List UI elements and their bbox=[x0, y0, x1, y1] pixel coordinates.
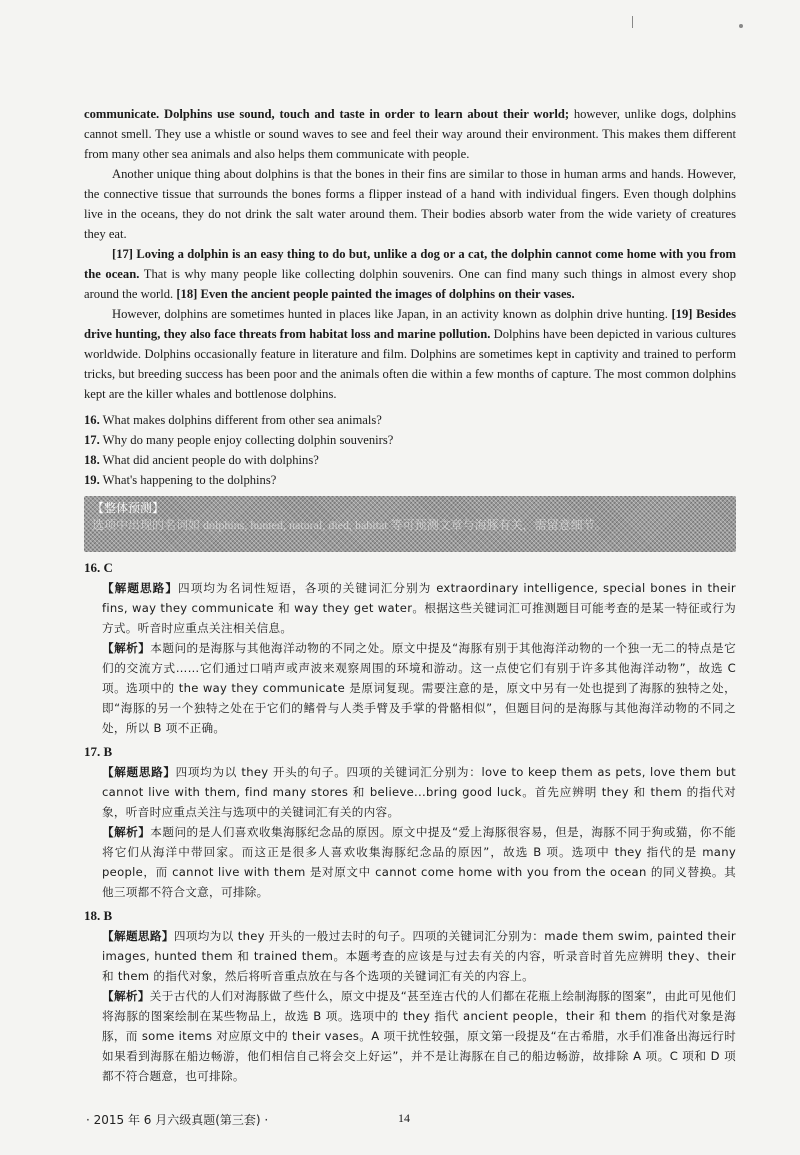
highlight-sentence: communicate. Dolphins use sound, touch and taste in order to learn about their world; bbox=[84, 107, 570, 121]
question-marker-17: [17] bbox=[112, 247, 133, 261]
paragraph-text: However, dolphins are sometimes hunted in places like Japan, in an activity known as dolphin drive hunting. bbox=[112, 307, 672, 321]
answer-body: 【解题思路】四项均为以 they 开头的一般过去时的句子。四项的关键词汇分别为：made them swim, painted their images, hunted them 和 trained them。本题考查的应该是与过去有关的内容，听录音时首先应辨明 they、their 和 them 的指代对象，然后将听音重点放在与各个选项的关键词汇有关的内容上。 【解析】关于古代的人们对海豚做了些什么，原文中提及“甚至连古代的人们都在花瓶上绘制海豚的图案”，由此可见他们将海豚的图案绘制在某些物品上，故选 B 项。选项中的 they 指代 ancient people，their 和 them 的指代对象是海豚，而 some items 对应原文中的 their vases。A 项干扰性较强，原文第一段提及“在古希腊，水手们准备出海远行时如果看到海豚在船边畅游，他们相信自己将会交上好运”，并不是让海豚在自己的船边畅游，故排除 A 项。C 项和 D 项都不符合题意，也可排除。 bbox=[102, 929, 736, 1083]
question-item: 17. Why do many people enjoy collecting dolphin souvenirs? bbox=[84, 433, 394, 447]
highlight-sentence-18: Even the ancient people painted the images of dolphins on their vases. bbox=[197, 287, 575, 301]
answer-number: 16. C bbox=[84, 560, 113, 575]
question-item: 18. What did ancient people do with dolphins? bbox=[84, 453, 319, 467]
question-item: 16. What makes dolphins different from other sea animals? bbox=[84, 413, 382, 427]
paragraph-text: Dolphins have been depicted in various cultures worldwide. Dolphins occasionally feature in literature and film. Dolphins are sometimes kept in captivity and trained to perform tricks, but breeding success has been poor and the animals often die within a few months of capture. The most common dolphins kept are the killer whales and bottlenose dolphins. bbox=[84, 327, 736, 401]
banner-label: 【整体预测】 bbox=[92, 501, 165, 515]
document-page bbox=[84, 104, 736, 1086]
answer-16 bbox=[84, 558, 736, 738]
answer-number: 18. B bbox=[84, 908, 113, 923]
answer-body: 【解题思路】四项均为以 they 开头的句子。四项的关键词汇分别为：love to keep them as pets, love them but cannot live with them, find many stores 和 believe...bring good luck。首先应辨明 they 和 them 的指代对象，听音时应重点关注与选项中的关键词汇有关的内容。 【解析】本题问的是人们喜欢收集海豚纪念品的原因。原文中提及“爱上海豚很容易，但是，海豚不同于狗或猫，你不能将它们从海洋中带回家。而这正是很多人喜欢收集海豚纪念品的原因”，故选 B 项。选项中 they 指代的是 many people，而 cannot live with them 是对原文中 cannot come home with you from the ocean 的同义替换。其他三项都不符合文意，可排除。 bbox=[102, 765, 737, 899]
paragraph-4 bbox=[84, 304, 736, 404]
answer-body: 【解题思路】四项均为名词性短语，各项的关键词汇分别为 extraordinary intelligence, special bones in their fins, way they communicate 和 way they get water。根据这些关键词汇可推测题目可能考查的是某一特征或行为方式。听音时应重点关注相关信息。 【解析】本题问的是海豚与其他海洋动物的不同之处。原文中提及“海豚有别于其他海洋动物的一个独一无二的特点是它们的交流方式……它们通过口哨声或声波来观察周围的环境和游动。这一点使它们有别于许多其他海洋动物”，故选 C 项。选项中的 the way they communicate 是原词复现。需要注意的是，原文中另有一处也提到了海豚的独特之处，即“海豚的另一个独特之处在于它们的鳍骨与人类手臂及手掌的骨骼相似”，但题目问的是海豚与其他海洋动物的不同之处，所以 B 项不正确。 bbox=[102, 581, 737, 735]
answer-number: 17. B bbox=[84, 744, 113, 759]
paragraph-text: however, unlike dogs, dolphins cannot smell. They use a whistle or sound waves to see and feel their way around their environment. This makes them different from many other sea animals and also helps them communicate with people. bbox=[84, 107, 736, 161]
paragraph-1 bbox=[84, 104, 736, 164]
answer-17 bbox=[84, 742, 736, 902]
banner-blurb: 选项中出现的名词如 dolphins, hunted, natural, died, habitat 等可预测文章与海豚有关，需留意细节。 bbox=[92, 518, 607, 532]
question-item: 19. What's happening to the dolphins? bbox=[84, 473, 277, 487]
highlight-sentence-17: Loving a dolphin is an easy thing to do but, unlike a dog or a cat, the dolphin cannot come home with you from the ocean. bbox=[84, 247, 736, 281]
question-list bbox=[84, 410, 736, 490]
question-marker-19: [19] bbox=[671, 307, 693, 321]
paragraph-3 bbox=[84, 244, 736, 304]
page-number: 14 bbox=[398, 1111, 410, 1125]
paragraph-2: Another unique thing about dolphins is that the bones in their fins are similar to those in human arms and hands. However, the connective tissue that surrounds the bones forms a flipper instead of a hand with individual fingers. Even though dolphins live in the oceans, they do not drink the salt water around them. Their bodies absorb water from the wide variety of creatures they eat. bbox=[84, 167, 736, 241]
footer-source: · 2015 年 6 月六级真题(第三套) · bbox=[86, 1113, 269, 1127]
answer-18 bbox=[84, 906, 736, 1086]
overview-banner bbox=[84, 496, 736, 552]
scan-dot bbox=[739, 24, 743, 28]
question-marker-18: [18] bbox=[176, 287, 198, 301]
highlight-sentence-19: Besides drive hunting, they also face threats from habitat loss and marine pollution. bbox=[84, 307, 736, 341]
scan-mark bbox=[632, 16, 641, 28]
paragraph-text: That is why many people like collecting dolphin souvenirs. One can find many such things in almost every shop around the world. bbox=[84, 267, 736, 301]
